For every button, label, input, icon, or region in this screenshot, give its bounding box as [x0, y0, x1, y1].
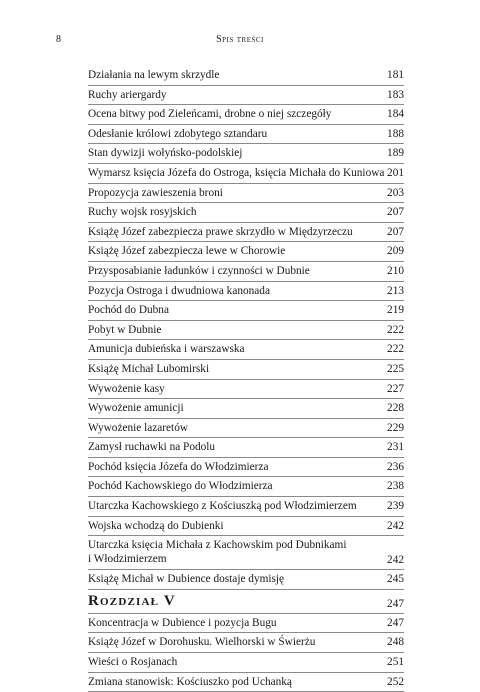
toc-entry-page: 252 [387, 675, 404, 688]
toc-entry-title: Książę Józef zabezpiecza lewe w Chorowie [88, 245, 286, 258]
toc-entry-title: Wywożenie lazaretów [88, 421, 188, 434]
toc-entry-title: Książę Józef zabezpiecza prawe skrzydło w Międzyrzeczu [88, 225, 353, 238]
toc-entry-title: Pozycja Ostroga i dwudniowa kanonada [88, 284, 270, 297]
toc-entry-page: 242 [387, 554, 404, 567]
toc-entry [88, 66, 404, 86]
toc-entry [88, 262, 404, 282]
toc-entry-page: 245 [387, 573, 404, 586]
toc-entry-page: 229 [387, 421, 404, 434]
toc-entry-title: Wojska wchodzą do Dubienki [88, 519, 224, 532]
page-header [0, 34, 480, 48]
toc-entry [88, 653, 404, 673]
toc-entry [88, 458, 404, 478]
toc-entry-title: Wywożenie kasy [88, 382, 165, 395]
toc-entry-page: 207 [387, 206, 404, 219]
toc-entry [88, 419, 404, 439]
toc-entry-page: 242 [387, 519, 404, 532]
toc-entry [88, 517, 404, 537]
toc-entry-title: Odesłanie królowi zdobytego sztandaru [88, 127, 268, 140]
toc-entry [88, 321, 404, 341]
toc-entry-page: 236 [387, 460, 404, 473]
toc-entry-page: 228 [387, 402, 404, 415]
toc-entry-title: Książę Józef w Dorohusku. Wielhorski w Świerżu [88, 636, 316, 649]
running-title: Spis treści [216, 34, 264, 45]
toc-entry-page: 189 [387, 147, 404, 160]
toc-entry-title: Propozycja zawieszenia broni [88, 186, 223, 199]
toc-entry [88, 86, 404, 106]
toc-entry-page: 227 [387, 382, 404, 395]
toc-entry-page: 238 [387, 480, 404, 493]
toc-entry-title-line: i Włodzimierzem [88, 553, 167, 566]
toc-entry [88, 242, 404, 262]
toc-entry [88, 438, 404, 458]
toc-entry-title: Ocena bitwy pod Zieleńcami, drobne o niej szczegóły [88, 108, 332, 121]
table-of-contents [88, 66, 404, 692]
toc-entry [88, 203, 404, 223]
toc-entry [88, 570, 404, 590]
toc-entry-title: Książę Michał w Dubience dostaje dymisję [88, 573, 285, 586]
toc-entry-title: Wieści o Rosjanach [88, 656, 178, 669]
toc-entry [88, 301, 404, 321]
toc-entry [88, 144, 404, 164]
toc-entry-page: 231 [387, 441, 404, 454]
toc-entry-title: Ruchy wojsk rosyjskich [88, 206, 197, 219]
toc-entry-page: 183 [387, 88, 404, 101]
toc-entry-title: Rozdział V [88, 592, 176, 609]
toc-entry [88, 497, 404, 517]
toc-entry-title: Pobyt w Dubnie [88, 323, 162, 336]
toc-entry-page: 213 [387, 284, 404, 297]
toc-entry-title: Stan dywizji wołyńsko-podolskiej [88, 147, 243, 160]
toc-entry-title: Zamysł ruchawki na Podolu [88, 441, 216, 454]
toc-entry-page: 247 [387, 616, 404, 629]
toc-entry-page: 222 [387, 323, 404, 336]
toc-entry [88, 282, 404, 302]
toc-entry-page: 225 [387, 362, 404, 375]
toc-entry-title: Przysposabianie ładunków i czynności w Dubnie [88, 264, 310, 277]
toc-entry-title: Wymarsz księcia Józefa do Ostroga, księcia Michała do Kuniowa [88, 166, 385, 179]
toc-entry-title: Pochód księcia Józefa do Włodzimierza [88, 460, 269, 473]
toc-entry [88, 184, 404, 204]
toc-entry-title: Zmiana stanowisk: Kościuszko pod Uchanką [88, 675, 292, 688]
toc-entry-title: Pochód do Dubna [88, 304, 169, 317]
toc-entry-page: 248 [387, 636, 404, 649]
toc-entry-title: Działania na lewym skrzydle [88, 69, 220, 81]
toc-entry-title-line: Utarczka księcia Michała z Kachowskim pod Dubnikami [88, 539, 347, 552]
toc-entry [88, 399, 404, 419]
toc-entry-page: 203 [387, 186, 404, 199]
toc-entry [88, 536, 404, 570]
toc-entry-title: Amunicja dubieńska i warszawska [88, 343, 245, 356]
page-number: 8 [56, 34, 61, 45]
toc-entry [88, 360, 404, 380]
toc-entry-title: Utarczka Kachowskiego z Kościuszką pod Włodzimierzem [88, 500, 357, 513]
toc-entry [88, 340, 404, 360]
toc-entry-page: 207 [387, 225, 404, 238]
toc-entry-title [88, 538, 347, 566]
toc-entry-page: 222 [387, 343, 404, 356]
toc-entry-title: Ruchy ariergardy [88, 88, 167, 101]
toc-entry-page: 251 [387, 656, 404, 669]
toc-entry-page: 181 [387, 69, 404, 81]
toc-chapter-heading [88, 590, 404, 614]
toc-entry-page: 209 [387, 245, 404, 258]
toc-entry-title: Pochód Kachowskiego do Włodzimierza [88, 480, 273, 493]
toc-entry [88, 125, 404, 145]
toc-entry [88, 105, 404, 125]
toc-entry-page: 239 [387, 500, 404, 513]
toc-entry-page: 219 [387, 304, 404, 317]
toc-entry [88, 164, 404, 184]
toc-entry-page: 188 [387, 127, 404, 140]
toc-entry [88, 477, 404, 497]
toc-entry [88, 380, 404, 400]
toc-entry [88, 614, 404, 634]
toc-entry [88, 633, 404, 653]
toc-entry-title: Wywożenie amunicji [88, 402, 184, 415]
toc-entry-page: 184 [387, 108, 404, 121]
toc-entry [88, 673, 404, 692]
toc-entry-title: Koncentracja w Dubience i pozycja Bugu [88, 616, 277, 629]
toc-entry-page: 210 [387, 264, 404, 277]
toc-entry-title: Książę Michał Lubomirski [88, 362, 210, 375]
toc-entry-page: 247 [387, 597, 404, 610]
toc-entry [88, 223, 404, 243]
toc-entry-page: 201 [387, 166, 404, 179]
